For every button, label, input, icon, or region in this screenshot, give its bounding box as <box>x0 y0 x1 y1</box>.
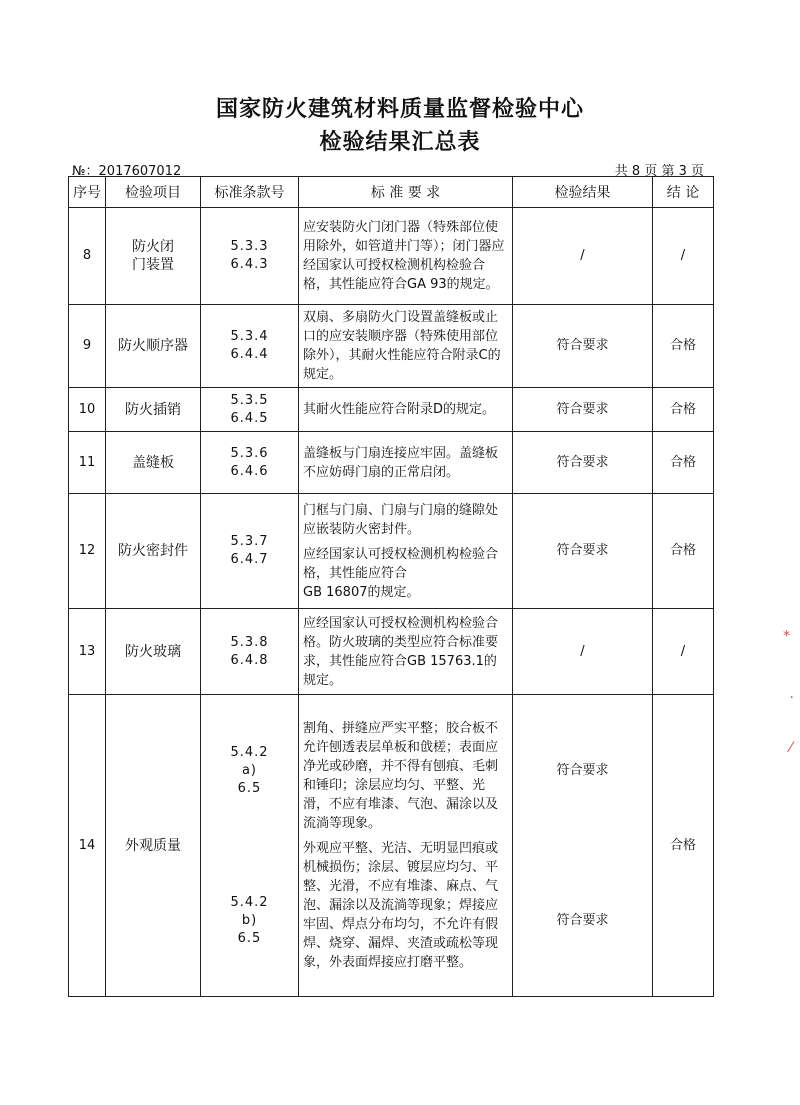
row-standard: 5.3.3 6.4.3 <box>201 208 299 305</box>
standard-clause: 5.4.2 b) 6.5 <box>230 894 269 946</box>
row-no: 9 <box>69 305 106 388</box>
col-header-result: 检验结果 <box>513 177 653 208</box>
col-header-requirement: 标 准 要 求 <box>299 177 513 208</box>
requirement-text: 应经国家认可授权检测机构检验合格，其性能应符合 GB 16807的规定。 <box>303 546 499 600</box>
row-requirement: 应安装防火门闭门器（特殊部位使用除外，如管道井门等）；闭门器应经国家认可授权检测机构检验合格，其性能应符合GA 93的规定。 <box>299 208 513 305</box>
row-result: 符合要求 <box>513 494 653 609</box>
row-conclusion: / <box>653 609 714 695</box>
row-no: 11 <box>69 432 106 494</box>
table-row <box>69 432 714 494</box>
row-conclusion: 合格 <box>653 695 714 997</box>
row-requirement <box>299 494 513 609</box>
row-standard <box>201 695 299 997</box>
row-conclusion: 合格 <box>653 494 714 609</box>
row-no: 8 <box>69 208 106 305</box>
col-header-standard-clause: 标准条款号 <box>201 177 299 208</box>
table-row <box>69 695 714 997</box>
document-number: №：2017607012 <box>72 164 182 179</box>
col-header-item: 检验项目 <box>106 177 201 208</box>
row-result: 符合要求 <box>513 305 653 388</box>
row-no: 14 <box>69 695 106 997</box>
row-conclusion: 合格 <box>653 432 714 494</box>
row-item: 防火顺序器 <box>106 305 201 388</box>
row-result: 符合要求 <box>513 432 653 494</box>
seal-fragment: · <box>789 690 794 706</box>
report-title: 国家防火建筑材料质量监督检验中心 <box>215 97 584 122</box>
row-item: 防火玻璃 <box>106 609 201 695</box>
row-requirement: 双扇、多扇防火门设置盖缝板或止口的应安装顺序器（特殊使用部位除外），其耐火性能应符合附录C的规定。 <box>299 305 513 388</box>
row-item: 盖缝板 <box>106 432 201 494</box>
table-row <box>69 609 714 695</box>
row-no: 13 <box>69 609 106 695</box>
row-result: 符合要求 <box>513 388 653 432</box>
col-header-conclusion: 结 论 <box>653 177 714 208</box>
seal-fragment: ⁄ <box>789 740 792 756</box>
row-requirement <box>299 695 513 997</box>
row-result <box>513 695 653 997</box>
table-row <box>69 494 714 609</box>
table-header-row <box>69 177 714 208</box>
table-row <box>69 208 714 305</box>
standard-clause: 5.4.2 a) 6.5 <box>230 744 269 796</box>
row-requirement: 应经国家认可授权检测机构检验合格。防火玻璃的类型应符合标准要求，其性能应符合GB 15763.1的规定。 <box>299 609 513 695</box>
row-item: 外观质量 <box>106 695 201 997</box>
row-standard: 5.3.5 6.4.5 <box>201 388 299 432</box>
requirement-text: 割角、拼缝应严实平整；胶合板不允许刨透表层单板和戗槎；表面应净光或砂磨，并不得有刨痕、毛刺和锤印；涂层应均匀、平整、光滑，不应有堆漆、气泡、漏涂以及流淌等现象。 <box>303 721 499 831</box>
row-requirement: 其耐火性能应符合附录D的规定。 <box>299 388 513 432</box>
requirement-text: 门框与门扇、门扇与门扇的缝隙处应嵌装防火密封件。 <box>303 502 499 537</box>
table-row <box>69 388 714 432</box>
row-conclusion: / <box>653 208 714 305</box>
results-table <box>68 176 714 997</box>
requirement-text: 外观应平整、光洁、无明显凹痕或机械损伤；涂层、镀层应均匀、平整、光滑，不应有堆漆、麻点、气泡、漏涂以及流淌等现象；焊接应牢固、焊点分布均匀，不允许有假焊、烧穿、漏焊、夹渣或疏松等现象，外表面焊接应打磨平整。 <box>303 841 499 970</box>
result-text: 符合要求 <box>556 762 609 778</box>
row-result: / <box>513 609 653 695</box>
row-standard: 5.3.4 6.4.4 <box>201 305 299 388</box>
row-item: 防火闭 门装置 <box>106 208 201 305</box>
report-subtitle: 检验结果汇总表 <box>319 130 481 155</box>
row-standard: 5.3.6 6.4.6 <box>201 432 299 494</box>
row-result: / <box>513 208 653 305</box>
row-conclusion: 合格 <box>653 305 714 388</box>
row-standard: 5.3.8 6.4.8 <box>201 609 299 695</box>
row-conclusion: 合格 <box>653 388 714 432</box>
result-text: 符合要求 <box>556 912 609 928</box>
page-indicator: 共 8 页 第 3 页 <box>614 164 704 179</box>
row-item: 防火插销 <box>106 388 201 432</box>
row-standard: 5.3.7 6.4.7 <box>201 494 299 609</box>
row-no: 10 <box>69 388 106 432</box>
seal-fragment: ⁎ <box>783 624 790 640</box>
row-no: 12 <box>69 494 106 609</box>
row-item: 防火密封件 <box>106 494 201 609</box>
col-header-no: 序号 <box>69 177 106 208</box>
row-requirement: 盖缝板与门扇连接应牢固。盖缝板不应妨碍门扇的正常启闭。 <box>299 432 513 494</box>
table-row <box>69 305 714 388</box>
